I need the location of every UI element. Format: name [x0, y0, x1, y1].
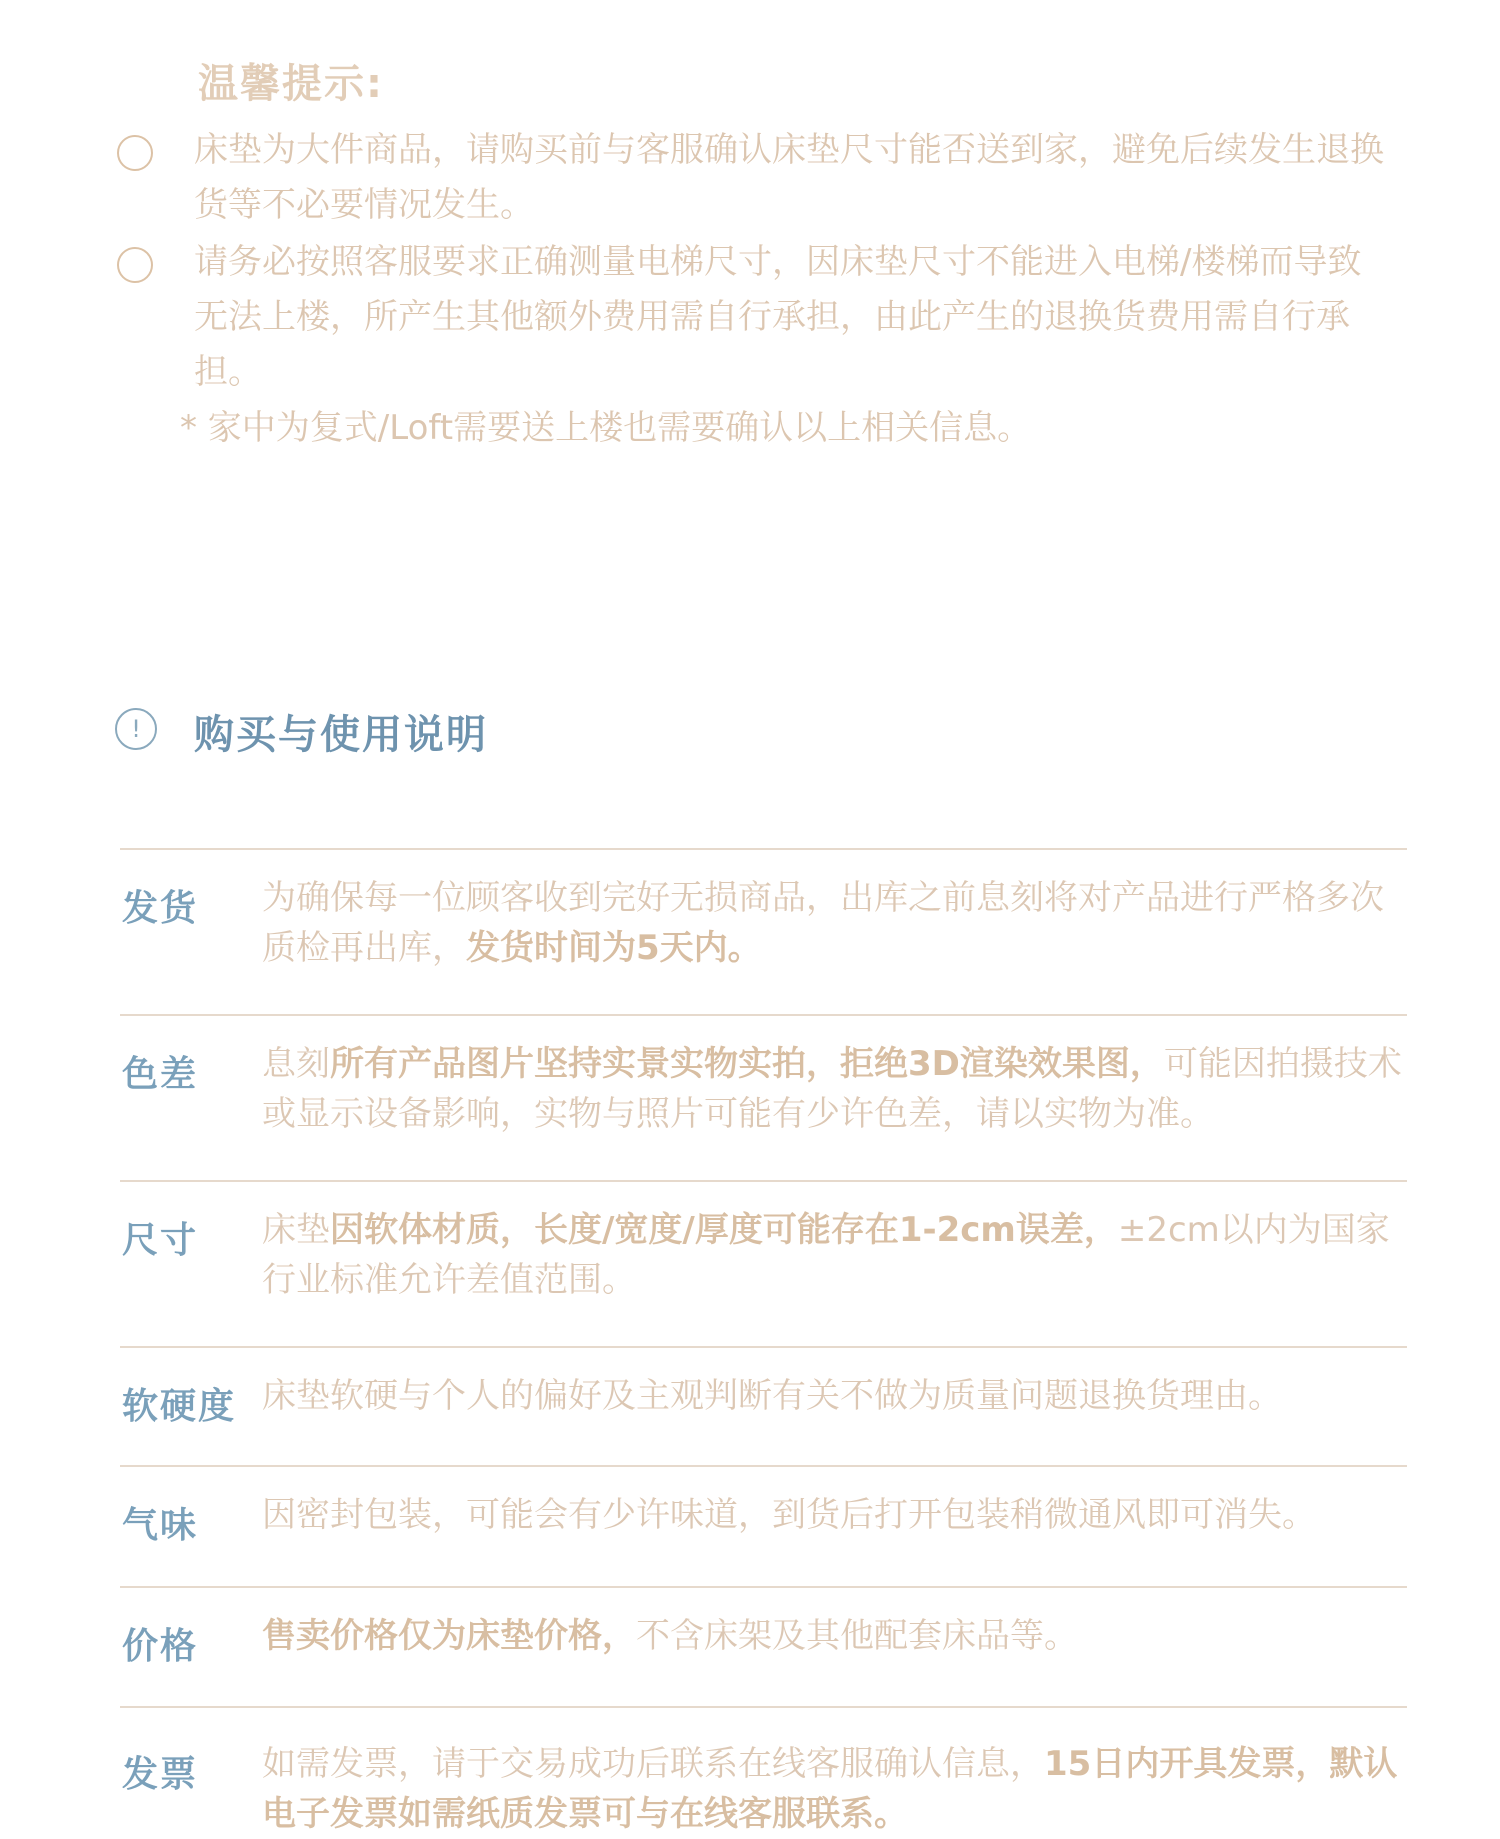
tips-title: 温馨提示: — [198, 61, 384, 107]
row-text-plain: 为确保每一位顾客收到完好无损商品，出库之前息刻将对产品进行严格多次质检再出库， — [262, 878, 1384, 968]
divider — [120, 1014, 1407, 1016]
divider — [120, 848, 1407, 850]
tip-checkbox-2[interactable] — [117, 247, 153, 283]
row-text-emphasis: 所有产品图片坚持实景实物实拍，拒绝3D渲染效果图， — [330, 1044, 1164, 1084]
row-text-plain: 床垫 — [262, 1210, 330, 1250]
row-text-plain: 如需发票，请于交易成功后联系在线客服确认信息， — [262, 1744, 1044, 1784]
row-text-color — [262, 1039, 1412, 1139]
row-text-price — [262, 1611, 1412, 1661]
divider — [120, 1586, 1407, 1588]
row-text-emphasis: 15日内开具发票，默认电子发票如需纸质发票可与在线客服联系。 — [262, 1744, 1398, 1834]
tip-note: * 家中为复式/Loft需要送上楼也需要确认以上相关信息。 — [180, 408, 1032, 448]
row-label-firmness: 软硬度 — [122, 1386, 237, 1427]
row-text-plain: 可能因拍摄技术或显示设备影响，实物与照片可能有少许色差，请以实物为准。 — [262, 1044, 1402, 1134]
row-text-odor — [262, 1490, 1412, 1540]
divider — [120, 1346, 1407, 1348]
row-text-plain: ±2cm以内为国家行业标准允许差值范围。 — [262, 1210, 1390, 1300]
section-title: 购买与使用说明 — [194, 712, 488, 758]
row-text-emphasis: 发货时间为5天内。 — [466, 928, 762, 968]
row-label-color: 色差 — [122, 1054, 199, 1095]
row-label-shipping: 发货 — [122, 888, 199, 929]
row-text-invoice — [262, 1739, 1412, 1839]
row-text-emphasis: 售卖价格仅为床垫价格， — [262, 1616, 636, 1656]
tip-text-1: 床垫为大件商品，请购买前与客服确认床垫尺寸能否送到家，避免后续发生退换货等不必要情况发生。 — [194, 130, 1384, 225]
row-label-price: 价格 — [122, 1626, 199, 1667]
row-text-size — [262, 1205, 1412, 1305]
row-text-plain: 床垫软硬与个人的偏好及主观判断有关不做为质量问题退换货理由。 — [262, 1376, 1282, 1416]
row-text-plain: 息刻 — [262, 1044, 330, 1084]
row-label-invoice: 发票 — [122, 1754, 199, 1795]
divider — [120, 1180, 1407, 1182]
row-label-odor: 气味 — [122, 1505, 199, 1546]
tip-text-2: 请务必按照客服要求正确测量电梯尺寸，因床垫尺寸不能进入电梯/楼梯而导致无法上楼，所产生其他额外费用需自行承担，由此产生的退换货费用需自行承担。 — [194, 242, 1362, 392]
divider — [120, 1465, 1407, 1467]
row-text-plain: 因密封包装，可能会有少许味道，到货后打开包装稍微通风即可消失。 — [262, 1495, 1316, 1535]
row-text-emphasis: 因软体材质，长度/宽度/厚度可能存在1-2cm误差， — [330, 1210, 1118, 1250]
row-label-size: 尺寸 — [122, 1220, 199, 1261]
divider — [120, 1706, 1407, 1708]
info-icon: ! — [115, 708, 157, 750]
row-text-plain: 不含床架及其他配套床品等。 — [636, 1616, 1078, 1656]
row-text-shipping — [262, 873, 1412, 973]
row-text-firmness — [262, 1371, 1412, 1421]
tip-checkbox-1[interactable] — [117, 135, 153, 171]
